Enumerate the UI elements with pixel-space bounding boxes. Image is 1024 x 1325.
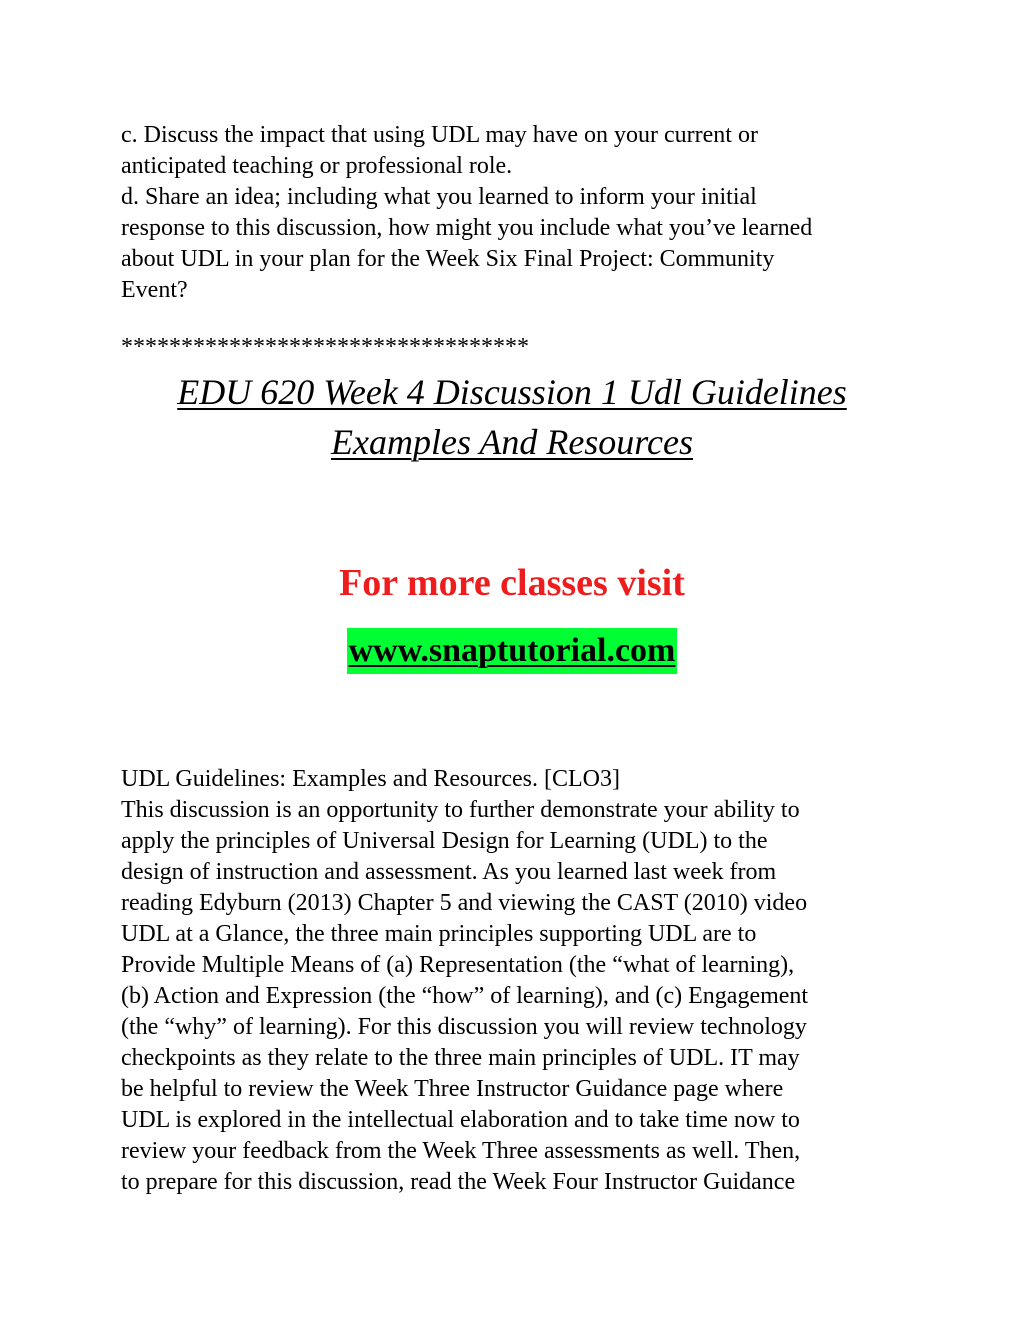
text-line: review your feedback from the Week Three assessments as well. Then, xyxy=(121,1138,801,1164)
text-line: UDL is explored in the intellectual elaboration and to take time now to xyxy=(121,1107,800,1133)
discussion-text-block xyxy=(121,764,911,1198)
text-line: be helpful to review the Week Three Instructor Guidance page where xyxy=(121,1076,784,1102)
text-line: Event? xyxy=(121,277,188,303)
document-title-line-2 xyxy=(0,420,1024,464)
text-line: UDL at a Glance, the three main principles supporting UDL are to xyxy=(121,921,757,947)
text-line: (the “why” of learning). For this discussion you will review technology xyxy=(121,1014,807,1040)
text-line: response to this discussion, how might you include what you’ve learned xyxy=(121,215,813,241)
document-title-line-1 xyxy=(0,370,1024,414)
text-line: reading Edyburn (2013) Chapter 5 and viewing the CAST (2010) video xyxy=(121,890,808,916)
text-line: d. Share an idea; including what you learned to inform your initial xyxy=(121,184,757,210)
text-line: about UDL in your plan for the Week Six Final Project: Community xyxy=(121,246,775,272)
text-line: to prepare for this discussion, read the Week Four Instructor Guidance xyxy=(121,1169,796,1195)
text-line: anticipated teaching or professional role. xyxy=(121,153,513,179)
question-text-block xyxy=(121,120,911,306)
title-text: Examples And Resources xyxy=(331,422,693,462)
website-link[interactable]: www.snaptutorial.com xyxy=(347,628,678,674)
promo-heading: For more classes visit xyxy=(339,562,685,604)
text-line: checkpoints as they relate to the three main principles of UDL. IT may xyxy=(121,1045,800,1071)
text-line: c. Discuss the impact that using UDL may have on your current or xyxy=(121,122,758,148)
text-line: design of instruction and assessment. As you learned last week from xyxy=(121,859,777,885)
text-line: UDL Guidelines: Examples and Resources. [CLO3] xyxy=(121,766,620,792)
website-link-container xyxy=(0,628,1024,674)
title-text: EDU 620 Week 4 Discussion 1 Udl Guidelines xyxy=(177,372,847,412)
text-line: (b) Action and Expression (the “how” of learning), and (c) Engagement xyxy=(121,983,809,1009)
separator: ********************************** xyxy=(121,334,529,360)
text-line: Provide Multiple Means of (a) Representation (the “what of learning), xyxy=(121,952,795,978)
text-line: This discussion is an opportunity to further demonstrate your ability to xyxy=(121,797,800,823)
text-line: apply the principles of Universal Design for Learning (UDL) to the xyxy=(121,828,768,854)
